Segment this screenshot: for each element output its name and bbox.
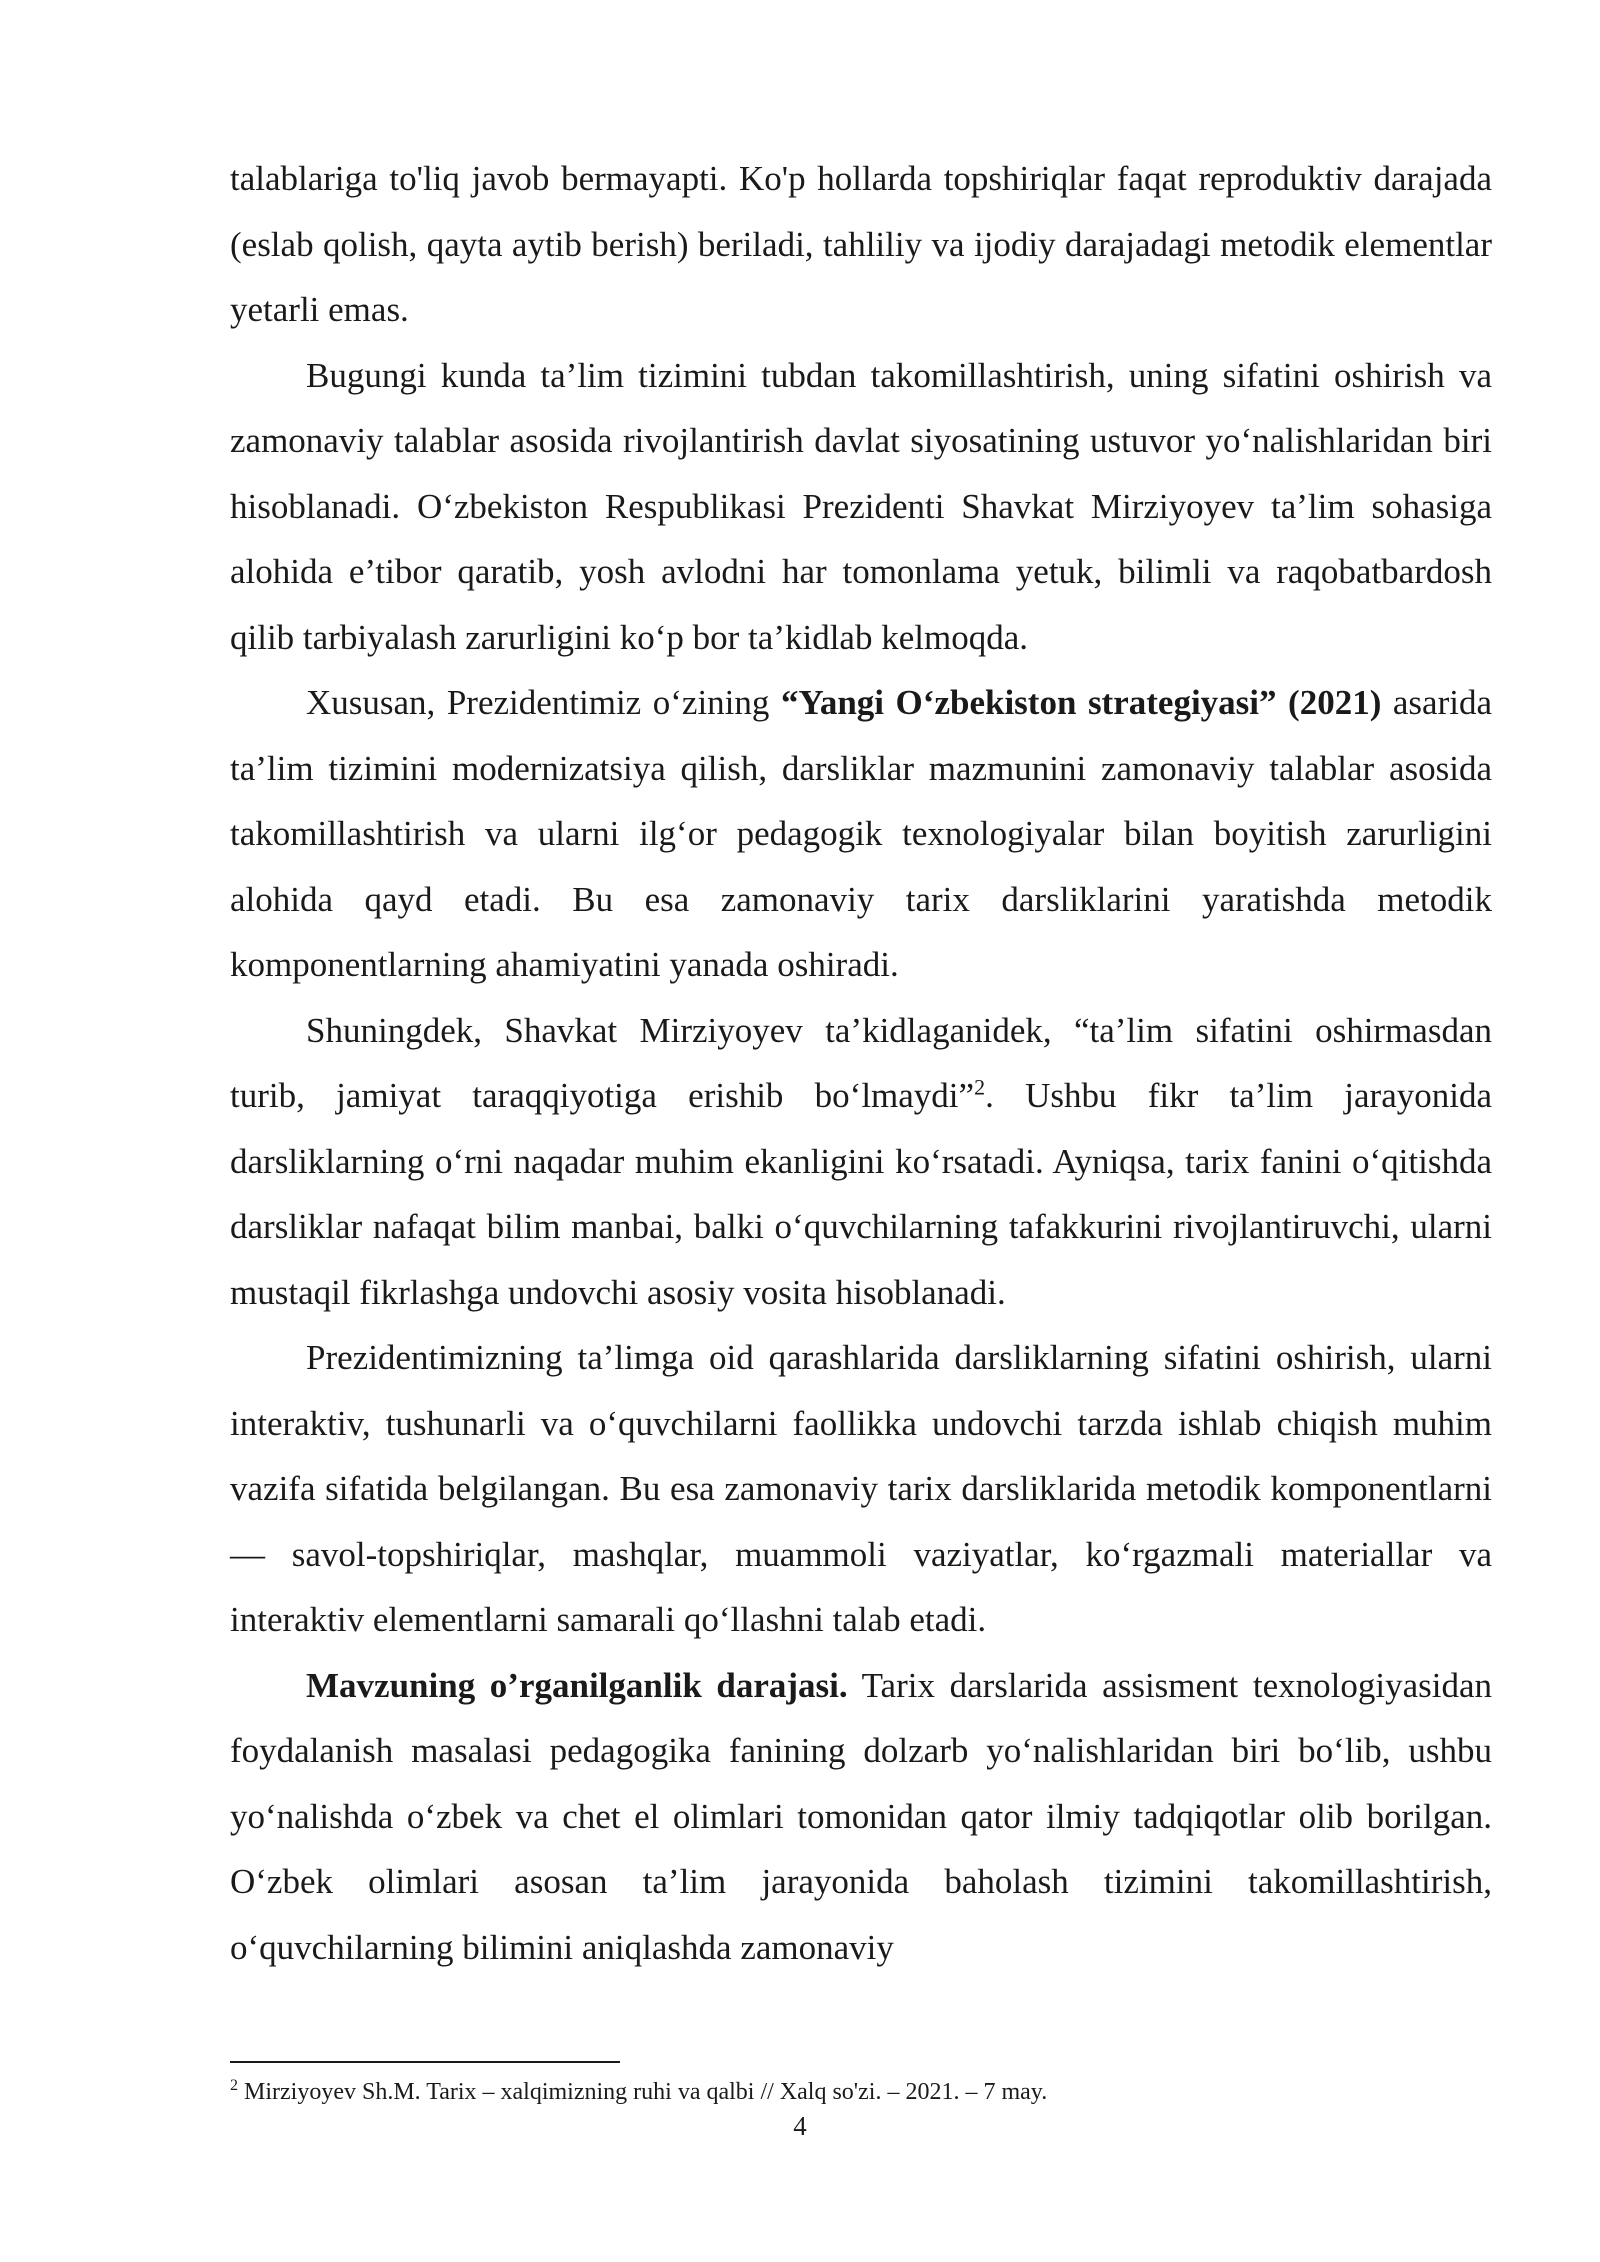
paragraph-text: talablariga to'liq javob bermayapti. Ko'p hollarda topshiriqlar faqat reproduktiv darajada (eslab qolish, qayta aytib berish) beriladi, tahliliy va ijodiy darajadagi metodik elementlar yetarli emas. [230, 159, 1492, 329]
page-number: 4 [793, 2111, 807, 2141]
footnote-separator [230, 2061, 620, 2063]
footnote [230, 2076, 1492, 2108]
footnote-text: Mirziyoyev Sh.M. Tarix – xalqimizning ruhi va qalbi // Xalq so'zi. – 2021. – 7 may. [238, 2079, 1048, 2105]
paragraph-text: Prezidentimizning ta’limga oid qarashlarida darsliklarning sifatini oshirish, ularni interaktiv, tushunarli va o‘quvchilarni faollikka undovchi tarzda ishlab chiqish muhim vazifa sifatida belgilangan. Bu esa zamonaviy tarix darsliklarida metodik komponentlarni — savol-topshiriqlar, mashqlar, muammoli vaziyatlar, ko‘rgazmali materiallar va interaktiv elementlarni samarali qo‘llashni talab etadi. [230, 1338, 1492, 1639]
paragraph-continuation [230, 146, 1492, 343]
footnote-reference[interactable]: 2 [974, 1074, 986, 1100]
paragraph [230, 343, 1492, 671]
section-heading-bold: Mavzuning o’rganilganlik darajasi. [306, 1665, 848, 1705]
paragraph-text: Xususan, Prezidentimiz o‘zining [306, 683, 781, 722]
paragraph [230, 998, 1492, 1326]
paragraph [230, 670, 1492, 998]
paragraph-text: Bugungi kunda ta’lim tizimini tubdan takomillashtirish, uning sifatini oshirish va zamonaviy talablar asosida rivojlantirish davlat siyosatining ustuvor yo‘nalishlaridan biri hisoblanadi. O‘zbekiston Respublikasi Prezidenti Shavkat Mirziyoyev ta’lim sohasiga alohida e’tibor qaratib, yosh avlodni har tomonlama yetuk, bilimli va raqobatbardosh qilib tarbiyalash zarurligini ko‘p bor ta’kidlab kelmoqda. [230, 355, 1492, 657]
paragraph [230, 1325, 1492, 1653]
paragraph-text: Shuningdek, Shavkat Mirziyoyev ta’kidlaganidek, “ta’lim sifatini oshirmasdan turib, jamiyat taraqqiyotiga erishib bo‘lmaydi” [230, 1010, 1492, 1115]
paragraph-text: Tarix darslarida assisment texnologiyasidan foydalanish masalasi pedagogika fanining dolzarb yo‘nalishlaridan biri bo‘lib, ushbu yo‘nalishda o‘zbek va chet el olimlari tomonidan qator ilmiy tadqiqotlar olib borilgan. O‘zbek olimlari asosan ta’lim jarayonida baholash tizimini takomillashtirish, o‘quvchilarning bilimini aniqlashda zamonaviy [230, 1665, 1492, 1967]
paragraph [230, 1653, 1492, 1981]
book-title-bold: “Yangi O‘zbekiston strategiyasi” (2021) [780, 683, 1382, 722]
footnote-number: 2 [230, 2077, 238, 2094]
paragraph-text: asarida ta’lim tizimini modernizatsiya qilish, darsliklar mazmunini zamonaviy talablar asosida takomillashtirish va ularni ilg‘or pedagogik texnologiyalar bilan boyitish zarurligini alohida qayd etadi. Bu esa zamonaviy tarix darsliklarini yaratishda metodik komponentlarning ahamiyatini yanada oshiradi. [230, 683, 1492, 984]
body-text [230, 146, 1492, 1980]
paragraph-text: . Ushbu fikr ta’lim jarayonida darsliklarning o‘rni naqadar muhim ekanligini ko‘rsatadi. Ayniqsa, tarix fanini o‘qitishda darsliklar nafaqat bilim manbai, balki o‘quvchilarning tafakkurini rivojlantiruvchi, ularni mustaqil fikrlashga undovchi asosiy vosita hisoblanadi. [230, 1076, 1492, 1312]
